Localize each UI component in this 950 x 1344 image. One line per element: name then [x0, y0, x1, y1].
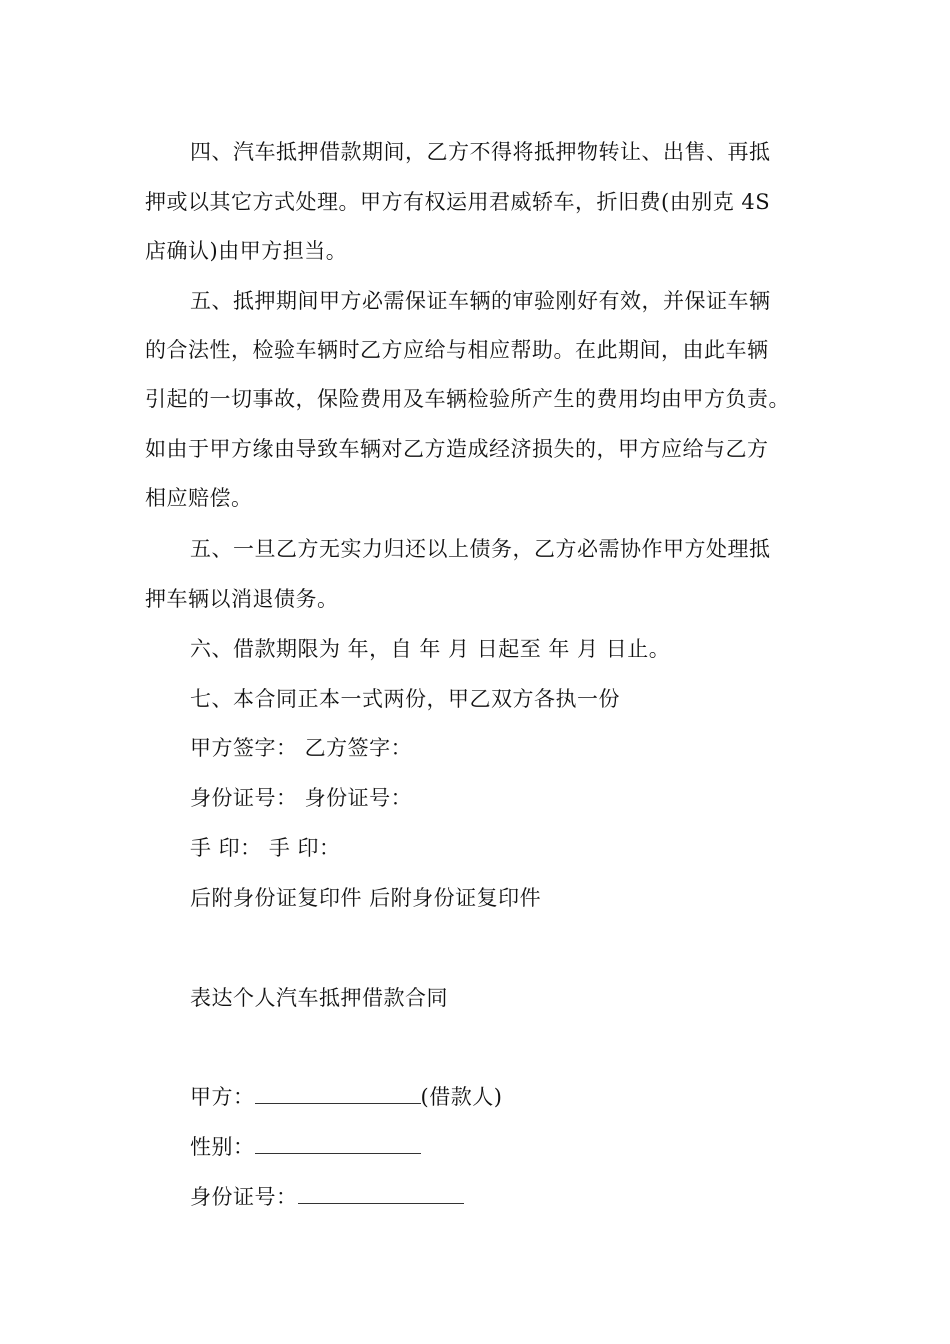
id-label: 身份证号：	[190, 1185, 298, 1209]
clause-5a-line-5: 相应赔偿。	[145, 486, 253, 510]
clause-5a-line-4: 如由于甲方缘由导致车辆对乙方造成经济损失的，甲方应给与乙方	[145, 437, 769, 461]
clause-5b-line-2: 押车辆以消退债务。	[145, 587, 339, 611]
party-a-row	[190, 1082, 502, 1112]
gender-label: 性别：	[190, 1135, 255, 1159]
id-row	[190, 1182, 464, 1212]
clause-7: 七、本合同正本一式两份，甲乙双方各执一份	[190, 687, 620, 711]
clause-5b-line-1: 五、一旦乙方无实力归还以上债务，乙方必需协作甲方处理抵	[190, 537, 771, 561]
clause-4-line-1: 四、汽车抵押借款期间，乙方不得将抵押物转让、出售、再抵	[190, 140, 771, 164]
contract-title: 表达个人汽车抵押借款合同	[190, 986, 448, 1010]
party-a-suffix: (借款人)	[420, 1085, 503, 1109]
clause-5a-line-2: 的合法性，检验车辆时乙方应给与相应帮助。在此期间，由此车辆	[145, 338, 769, 362]
clause-4-line-2: 押或以其它方式处理。甲方有权运用君威轿车，折旧费(由别克 4S	[145, 190, 771, 214]
id-blank[interactable]	[298, 1183, 464, 1204]
signature-line: 甲方签字： 乙方签字：	[190, 736, 413, 760]
id-number-line: 身份证号： 身份证号：	[190, 786, 413, 810]
thumbprint-line: 手 印： 手 印：	[190, 836, 341, 860]
party-a-blank[interactable]	[255, 1083, 421, 1104]
clause-5a-line-3: 引起的一切事故，保险费用及车辆检验所产生的费用均由甲方负责。	[145, 387, 790, 411]
attachment-line: 后附身份证复印件 后附身份证复印件	[190, 886, 542, 910]
gender-row	[190, 1132, 421, 1162]
clause-6: 六、借款期限为 年，自 年 月 日起至 年 月 日止。	[190, 637, 671, 661]
clause-5a-line-1: 五、抵押期间甲方必需保证车辆的审验刚好有效，并保证车辆	[190, 289, 771, 313]
gender-blank[interactable]	[255, 1133, 421, 1154]
party-a-label: 甲方：	[190, 1085, 255, 1109]
clause-4-line-3: 店确认)由甲方担当。	[145, 239, 348, 263]
